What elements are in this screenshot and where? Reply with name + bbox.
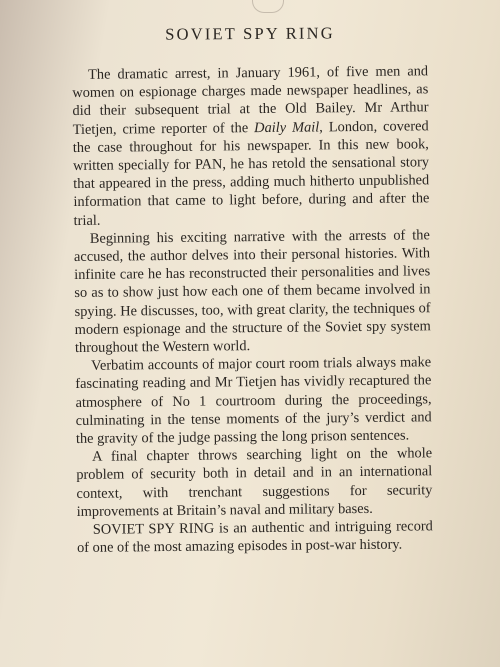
paragraph-1 — [72, 62, 430, 230]
page-title: SOVIET SPY RING — [165, 23, 335, 44]
paragraph-4: A final chapter throws searching light on the whole problem of security both in detail and in an international context, with trenchant suggestions for security improvements at Britain’s naval and military bases. — [76, 445, 433, 520]
blurb-text — [72, 62, 433, 557]
paragraph-5: SOVIET SPY RING is an authentic and intriguing record of one of the most amazing episodes in post-war history. — [76, 518, 433, 557]
paragraph-1-part-2: , London, covered the case throughout for his newspaper. In this new book, written specially for PAN, he has retold the sensational story that appeared in the press, adding much hitherto unpublished information that came to light before, during and after the trial. — [72, 117, 430, 229]
paragraph-3: Verbatim accounts of major court room trials always make fascinating reading and Mr Tietjen has vividly recaptured the atmosphere of No 1 courtroom during the proceedings, culminating in the tense moments of the jury’s verdict and the gravity of the judge passing the long prison sentences. — [75, 354, 432, 448]
pen-mark — [252, 0, 284, 13]
paragraph-1-part-1: The dramatic arrest, in January 1961, of five men and women on espionage charges made newspaper headlines, as did their subsequent trial at the Old Bailey. Mr Arthur Tietjen, crime reporter of the — [72, 63, 429, 138]
paragraph-2: Beginning his exciting narrative with the arrests of the accused, the author delves into their personal histories. With infinite care he has reconstructed their personalities and lives so as to show just how each one of them became involved in spying. He discusses, too, with great clarity, the techniques of modern espionage and the structure of the Soviet spy system throughout the Western world. — [73, 227, 431, 357]
newspaper-name: Daily Mail — [254, 119, 320, 136]
